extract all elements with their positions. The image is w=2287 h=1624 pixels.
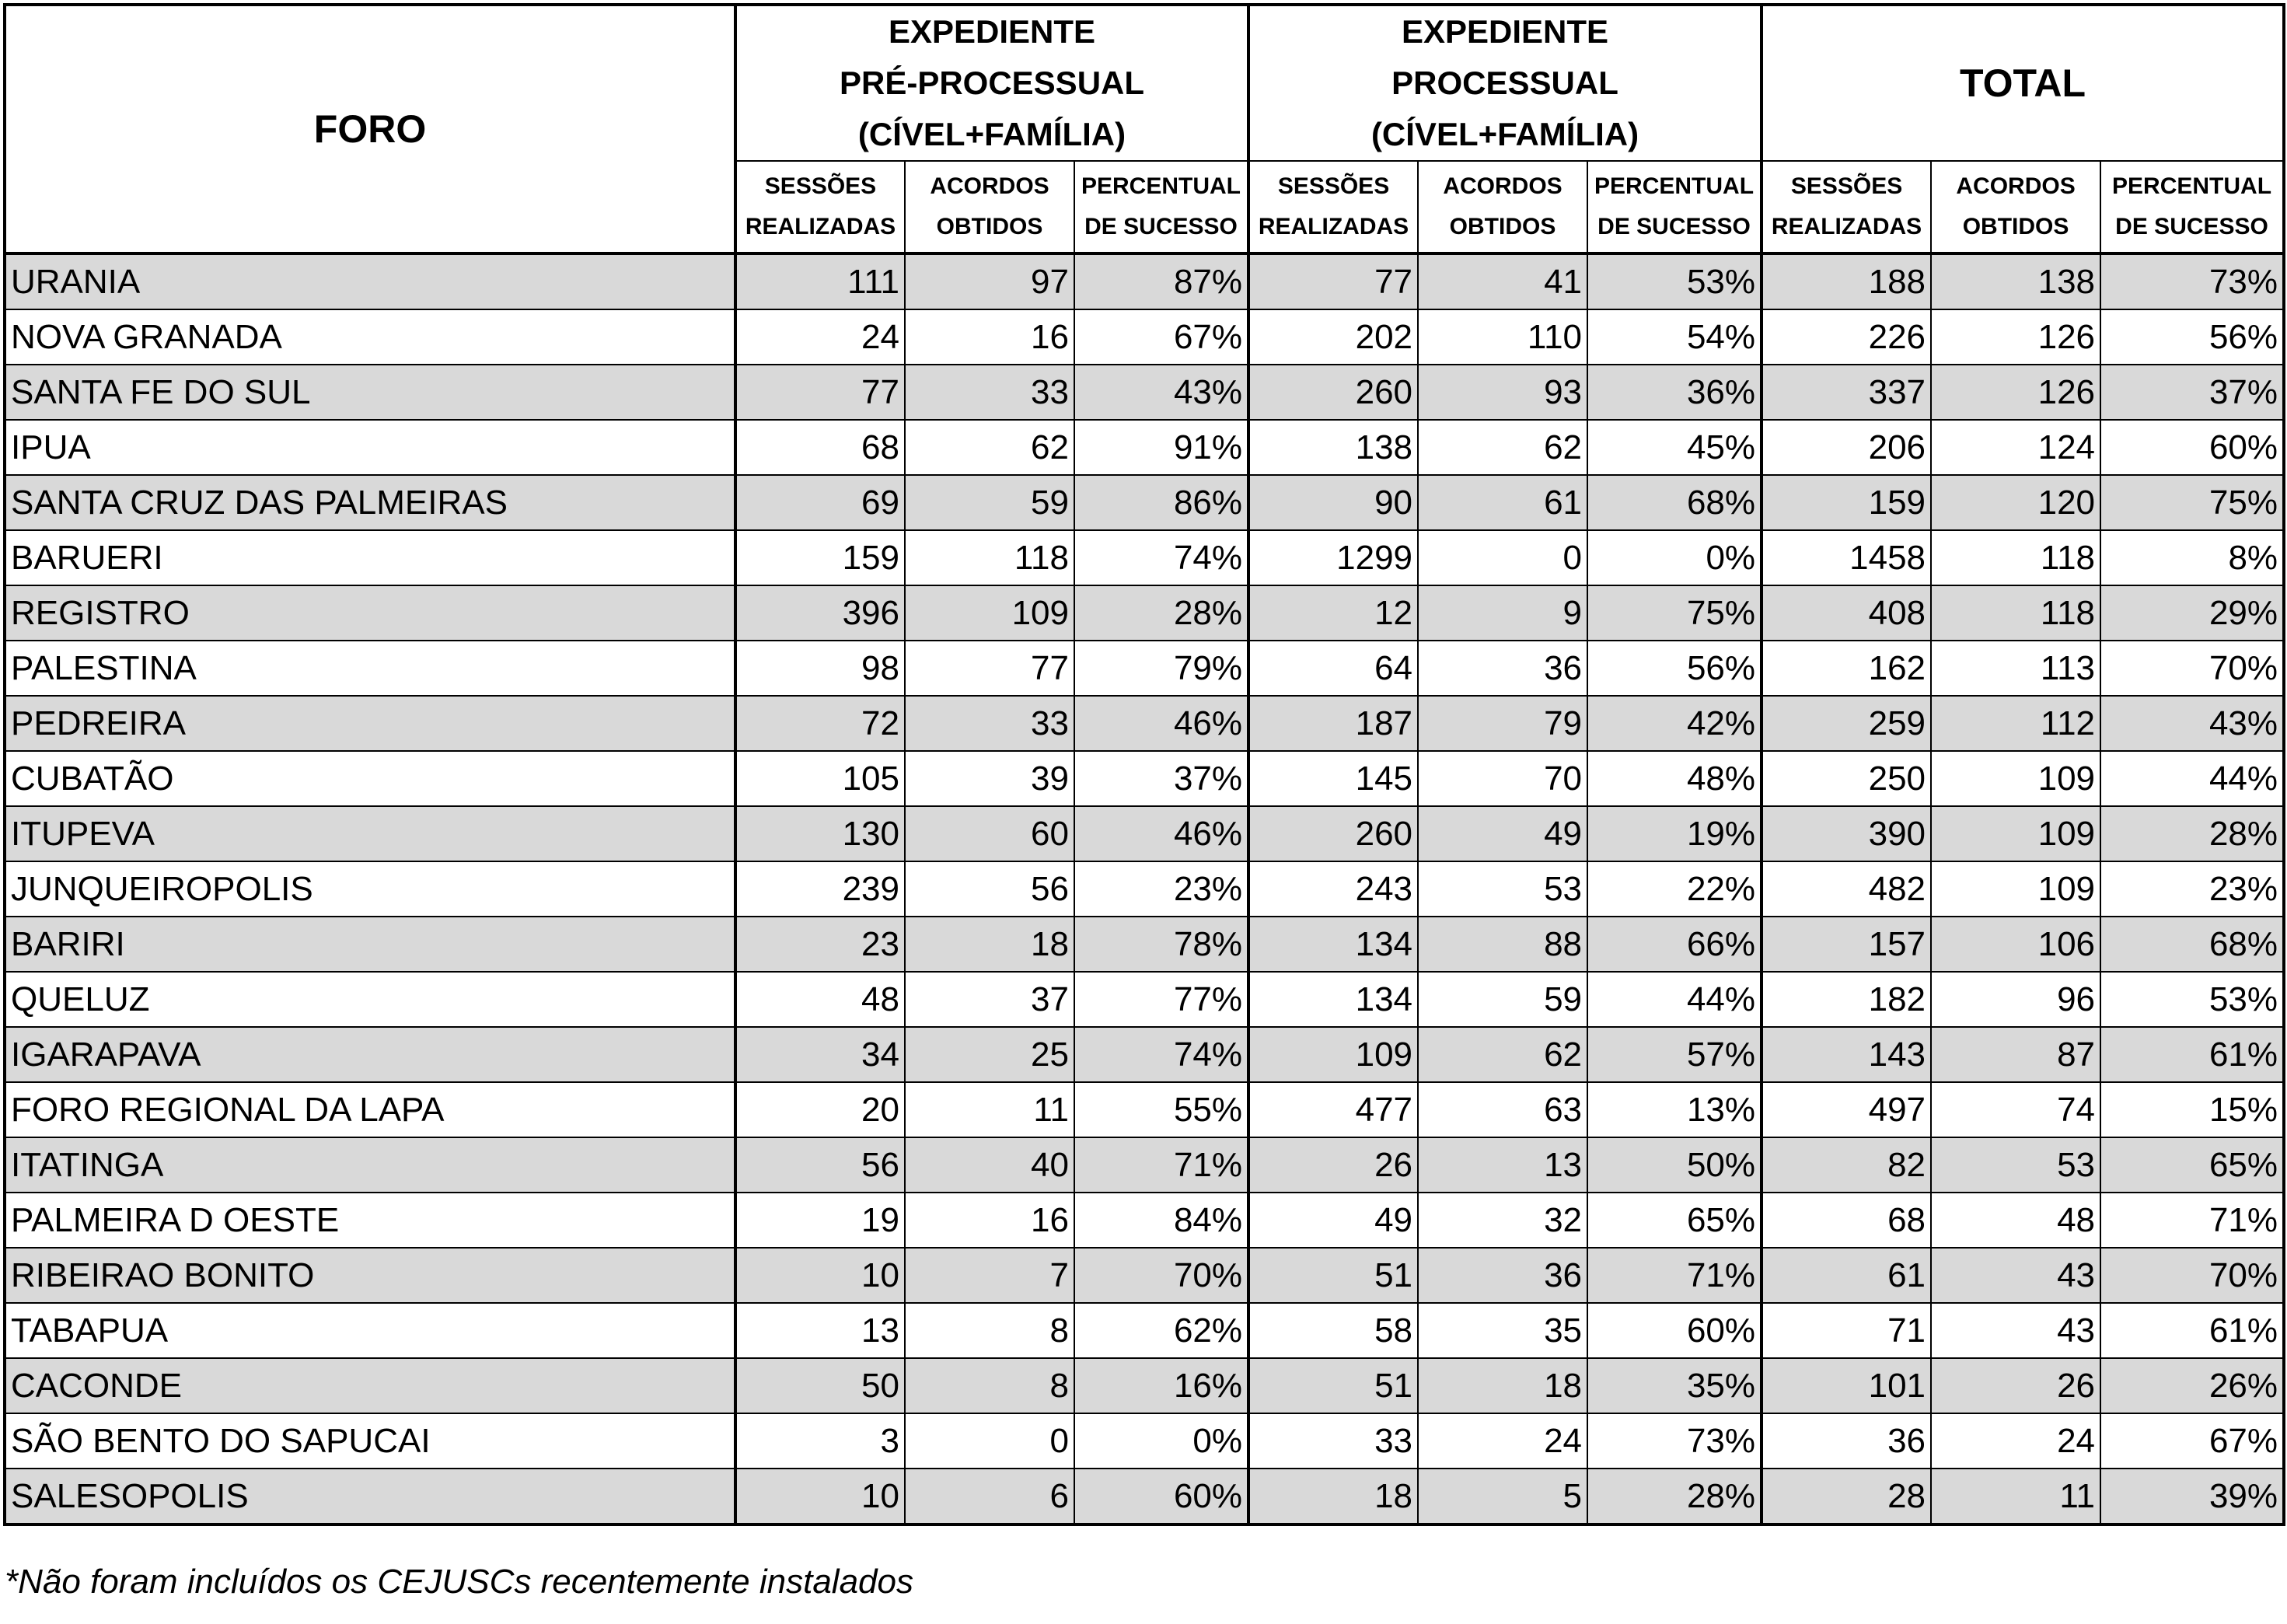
acordos-cell: 109 xyxy=(905,585,1074,641)
sessoes-cell: 159 xyxy=(1762,475,1931,530)
sessoes-cell: 202 xyxy=(1248,309,1418,365)
sub-header-percentual xyxy=(2100,161,2284,253)
percentual-cell: 53% xyxy=(1587,253,1762,309)
sessoes-cell: 3 xyxy=(735,1413,905,1469)
acordos-cell: 126 xyxy=(1931,365,2100,420)
sub-header-sessoes xyxy=(735,161,905,253)
foro-name-cell: RIBEIRAO BONITO xyxy=(5,1248,735,1303)
foro-name-cell: QUELUZ xyxy=(5,972,735,1027)
sub-header-line: ACORDOS xyxy=(1443,173,1562,199)
sessoes-cell: 19 xyxy=(735,1193,905,1248)
percentual-cell: 54% xyxy=(1587,309,1762,365)
acordos-cell: 93 xyxy=(1418,365,1587,420)
percentual-cell: 68% xyxy=(1587,475,1762,530)
percentual-cell: 43% xyxy=(2100,696,2284,751)
sessoes-cell: 134 xyxy=(1248,972,1418,1027)
acordos-cell: 18 xyxy=(1418,1358,1587,1413)
percentual-cell: 74% xyxy=(1074,1027,1248,1082)
sub-header-acordos xyxy=(1418,161,1587,253)
acordos-cell: 32 xyxy=(1418,1193,1587,1248)
sessoes-cell: 390 xyxy=(1762,806,1931,861)
percentual-cell: 15% xyxy=(2100,1082,2284,1137)
acordos-cell: 25 xyxy=(905,1027,1074,1082)
percentual-cell: 42% xyxy=(1587,696,1762,751)
percentual-cell: 65% xyxy=(1587,1193,1762,1248)
sub-header-line: ACORDOS xyxy=(1956,173,2076,199)
sessoes-cell: 188 xyxy=(1762,253,1931,309)
sub-header-acordos xyxy=(905,161,1074,253)
acordos-cell: 39 xyxy=(905,751,1074,806)
sessoes-cell: 51 xyxy=(1248,1248,1418,1303)
acordos-cell: 8 xyxy=(905,1358,1074,1413)
percentual-cell: 61% xyxy=(2100,1027,2284,1082)
group-header-total: TOTAL xyxy=(1762,5,2284,161)
sessoes-cell: 36 xyxy=(1762,1413,1931,1469)
table-row xyxy=(5,1469,2284,1524)
acordos-cell: 36 xyxy=(1418,1248,1587,1303)
acordos-cell: 109 xyxy=(1931,861,2100,917)
acordos-cell: 36 xyxy=(1418,641,1587,696)
sessoes-cell: 260 xyxy=(1248,806,1418,861)
acordos-cell: 33 xyxy=(905,365,1074,420)
foro-name-cell: NOVA GRANADA xyxy=(5,309,735,365)
sub-header-line: SESSÕES xyxy=(764,173,877,199)
sessoes-cell: 68 xyxy=(1762,1193,1931,1248)
acordos-cell: 41 xyxy=(1418,253,1587,309)
foro-name-cell: BARIRI xyxy=(5,917,735,972)
percentual-cell: 62% xyxy=(1074,1303,1248,1358)
sessoes-cell: 10 xyxy=(735,1469,905,1524)
percentual-cell: 13% xyxy=(1587,1082,1762,1137)
foro-name-cell: IPUA xyxy=(5,420,735,475)
percentual-cell: 71% xyxy=(1074,1137,1248,1193)
acordos-cell: 96 xyxy=(1931,972,2100,1027)
table-row xyxy=(5,917,2284,972)
percentual-cell: 36% xyxy=(1587,365,1762,420)
foro-name-cell: CUBATÃO xyxy=(5,751,735,806)
percentual-cell: 45% xyxy=(1587,420,1762,475)
acordos-cell: 112 xyxy=(1931,696,2100,751)
sub-header-percentual xyxy=(1587,161,1762,253)
percentual-cell: 23% xyxy=(1074,861,1248,917)
acordos-cell: 24 xyxy=(1931,1413,2100,1469)
table-row xyxy=(5,1303,2284,1358)
percentual-cell: 28% xyxy=(2100,806,2284,861)
percentual-cell: 22% xyxy=(1587,861,1762,917)
sub-header-line: OBTIDOS xyxy=(1962,214,2069,239)
sessoes-cell: 138 xyxy=(1248,420,1418,475)
acordos-cell: 62 xyxy=(1418,1027,1587,1082)
sessoes-cell: 239 xyxy=(735,861,905,917)
acordos-cell: 53 xyxy=(1931,1137,2100,1193)
sessoes-cell: 206 xyxy=(1762,420,1931,475)
percentual-cell: 60% xyxy=(1074,1469,1248,1524)
acordos-cell: 110 xyxy=(1418,309,1587,365)
sessoes-cell: 157 xyxy=(1762,917,1931,972)
acordos-cell: 49 xyxy=(1418,806,1587,861)
percentual-cell: 75% xyxy=(1587,585,1762,641)
acordos-cell: 26 xyxy=(1931,1358,2100,1413)
sessoes-cell: 77 xyxy=(1248,253,1418,309)
percentual-cell: 91% xyxy=(1074,420,1248,475)
sessoes-cell: 182 xyxy=(1762,972,1931,1027)
percentual-cell: 8% xyxy=(2100,530,2284,585)
acordos-cell: 6 xyxy=(905,1469,1074,1524)
sessoes-cell: 130 xyxy=(735,806,905,861)
percentual-cell: 86% xyxy=(1074,475,1248,530)
sub-header-percentual xyxy=(1074,161,1248,253)
sessoes-cell: 82 xyxy=(1762,1137,1931,1193)
sessoes-cell: 24 xyxy=(735,309,905,365)
percentual-cell: 0% xyxy=(1074,1413,1248,1469)
results-table xyxy=(3,3,2285,1526)
table-row xyxy=(5,1137,2284,1193)
acordos-cell: 8 xyxy=(905,1303,1074,1358)
acordos-cell: 88 xyxy=(1418,917,1587,972)
sessoes-cell: 28 xyxy=(1762,1469,1931,1524)
acordos-cell: 13 xyxy=(1418,1137,1587,1193)
sessoes-cell: 101 xyxy=(1762,1358,1931,1413)
sessoes-cell: 408 xyxy=(1762,585,1931,641)
table-row xyxy=(5,751,2284,806)
foro-name-cell: REGISTRO xyxy=(5,585,735,641)
sub-header-line: DE SUCESSO xyxy=(1084,214,1238,239)
table-row xyxy=(5,641,2284,696)
acordos-cell: 113 xyxy=(1931,641,2100,696)
percentual-cell: 48% xyxy=(1587,751,1762,806)
percentual-cell: 61% xyxy=(2100,1303,2284,1358)
percentual-cell: 43% xyxy=(1074,365,1248,420)
percentual-cell: 70% xyxy=(2100,1248,2284,1303)
foro-name-cell: SÃO BENTO DO SAPUCAI xyxy=(5,1413,735,1469)
table-row xyxy=(5,972,2284,1027)
percentual-cell: 26% xyxy=(2100,1358,2284,1413)
acordos-cell: 62 xyxy=(1418,420,1587,475)
foro-name-cell: PEDREIRA xyxy=(5,696,735,751)
table-row xyxy=(5,420,2284,475)
foro-name-cell: IGARAPAVA xyxy=(5,1027,735,1082)
percentual-cell: 71% xyxy=(1587,1248,1762,1303)
foro-name-cell: ITATINGA xyxy=(5,1137,735,1193)
acordos-cell: 40 xyxy=(905,1137,1074,1193)
sub-header-line: REALIZADAS xyxy=(1258,214,1409,239)
foro-name-cell: FORO REGIONAL DA LAPA xyxy=(5,1082,735,1137)
acordos-cell: 43 xyxy=(1931,1248,2100,1303)
table-row xyxy=(5,309,2284,365)
sessoes-cell: 58 xyxy=(1248,1303,1418,1358)
sessoes-cell: 61 xyxy=(1762,1248,1931,1303)
table-row xyxy=(5,530,2284,585)
sub-header-line: SESSÕES xyxy=(1790,173,1903,199)
sessoes-cell: 69 xyxy=(735,475,905,530)
percentual-cell: 44% xyxy=(1587,972,1762,1027)
percentual-cell: 67% xyxy=(2100,1413,2284,1469)
percentual-cell: 16% xyxy=(1074,1358,1248,1413)
foro-name-cell: JUNQUEIROPOLIS xyxy=(5,861,735,917)
percentual-cell: 39% xyxy=(2100,1469,2284,1524)
footnote: *Não foram incluídos os CEJUSCs recentemente instalados xyxy=(5,1563,913,1601)
percentual-cell: 87% xyxy=(1074,253,1248,309)
sessoes-cell: 23 xyxy=(735,917,905,972)
sessoes-cell: 109 xyxy=(1248,1027,1418,1082)
group-header-processual xyxy=(1248,5,1762,161)
sub-header-line: SESSÕES xyxy=(1277,173,1390,199)
foro-name-cell: CACONDE xyxy=(5,1358,735,1413)
acordos-cell: 109 xyxy=(1931,751,2100,806)
table-row xyxy=(5,1082,2284,1137)
table-body xyxy=(5,253,2284,1524)
sub-header-line: ACORDOS xyxy=(930,173,1049,199)
percentual-cell: 28% xyxy=(1587,1469,1762,1524)
acordos-cell: 56 xyxy=(905,861,1074,917)
foro-header: FORO xyxy=(5,5,735,253)
table-row xyxy=(5,1193,2284,1248)
table-row xyxy=(5,1248,2284,1303)
table-row xyxy=(5,365,2284,420)
foro-name-cell: TABAPUA xyxy=(5,1303,735,1358)
sub-header-line: PERCENTUAL xyxy=(2112,173,2272,199)
sessoes-cell: 497 xyxy=(1762,1082,1931,1137)
sub-header-line: OBTIDOS xyxy=(1449,214,1556,239)
sessoes-cell: 159 xyxy=(735,530,905,585)
sessoes-cell: 477 xyxy=(1248,1082,1418,1137)
acordos-cell: 61 xyxy=(1418,475,1587,530)
percentual-cell: 44% xyxy=(2100,751,2284,806)
sessoes-cell: 18 xyxy=(1248,1469,1418,1524)
percentual-cell: 56% xyxy=(2100,309,2284,365)
percentual-cell: 0% xyxy=(1587,530,1762,585)
table-row xyxy=(5,1413,2284,1469)
percentual-cell: 73% xyxy=(1587,1413,1762,1469)
acordos-cell: 118 xyxy=(905,530,1074,585)
group-header-line: (CÍVEL+FAMÍLIA) xyxy=(857,116,1126,152)
foro-name-cell: URANIA xyxy=(5,253,735,309)
acordos-cell: 9 xyxy=(1418,585,1587,641)
table-row xyxy=(5,696,2284,751)
acordos-cell: 109 xyxy=(1931,806,2100,861)
sessoes-cell: 482 xyxy=(1762,861,1931,917)
sessoes-cell: 243 xyxy=(1248,861,1418,917)
acordos-cell: 16 xyxy=(905,309,1074,365)
acordos-cell: 124 xyxy=(1931,420,2100,475)
sessoes-cell: 34 xyxy=(735,1027,905,1082)
group-header-line: EXPEDIENTE xyxy=(888,13,1096,50)
percentual-cell: 71% xyxy=(2100,1193,2284,1248)
acordos-cell: 11 xyxy=(905,1082,1074,1137)
sessoes-cell: 48 xyxy=(735,972,905,1027)
percentual-cell: 57% xyxy=(1587,1027,1762,1082)
percentual-cell: 70% xyxy=(2100,641,2284,696)
percentual-cell: 19% xyxy=(1587,806,1762,861)
sessoes-cell: 77 xyxy=(735,365,905,420)
sessoes-cell: 50 xyxy=(735,1358,905,1413)
sub-header-line: PERCENTUAL xyxy=(1594,173,1755,199)
percentual-cell: 73% xyxy=(2100,253,2284,309)
sessoes-cell: 20 xyxy=(735,1082,905,1137)
percentual-cell: 67% xyxy=(1074,309,1248,365)
acordos-cell: 77 xyxy=(905,641,1074,696)
percentual-cell: 77% xyxy=(1074,972,1248,1027)
group-header-line: (CÍVEL+FAMÍLIA) xyxy=(1370,116,1639,152)
sessoes-cell: 260 xyxy=(1248,365,1418,420)
sub-header-line: REALIZADAS xyxy=(745,214,896,239)
percentual-cell: 53% xyxy=(2100,972,2284,1027)
acordos-cell: 48 xyxy=(1931,1193,2100,1248)
group-header-line: PROCESSUAL xyxy=(1391,65,1618,101)
acordos-cell: 70 xyxy=(1418,751,1587,806)
foro-name-cell: PALMEIRA D OESTE xyxy=(5,1193,735,1248)
sessoes-cell: 105 xyxy=(735,751,905,806)
percentual-cell: 84% xyxy=(1074,1193,1248,1248)
percentual-cell: 70% xyxy=(1074,1248,1248,1303)
percentual-cell: 60% xyxy=(1587,1303,1762,1358)
acordos-cell: 33 xyxy=(905,696,1074,751)
percentual-cell: 75% xyxy=(2100,475,2284,530)
acordos-cell: 118 xyxy=(1931,530,2100,585)
table-row xyxy=(5,806,2284,861)
sub-header-line: PERCENTUAL xyxy=(1081,173,1241,199)
percentual-cell: 68% xyxy=(2100,917,2284,972)
foro-name-cell: SALESOPOLIS xyxy=(5,1469,735,1524)
acordos-cell: 74 xyxy=(1931,1082,2100,1137)
sessoes-cell: 1299 xyxy=(1248,530,1418,585)
percentual-cell: 78% xyxy=(1074,917,1248,972)
table-row xyxy=(5,253,2284,309)
sessoes-cell: 49 xyxy=(1248,1193,1418,1248)
sub-header-line: DE SUCESSO xyxy=(1597,214,1751,239)
sub-header-line: OBTIDOS xyxy=(936,214,1043,239)
acordos-cell: 126 xyxy=(1931,309,2100,365)
sessoes-cell: 71 xyxy=(1762,1303,1931,1358)
table-row xyxy=(5,861,2284,917)
table-row xyxy=(5,475,2284,530)
acordos-cell: 59 xyxy=(1418,972,1587,1027)
sessoes-cell: 250 xyxy=(1762,751,1931,806)
acordos-cell: 18 xyxy=(905,917,1074,972)
sub-header-acordos xyxy=(1931,161,2100,253)
percentual-cell: 46% xyxy=(1074,806,1248,861)
sub-header-sessoes xyxy=(1248,161,1418,253)
percentual-cell: 66% xyxy=(1587,917,1762,972)
sessoes-cell: 10 xyxy=(735,1248,905,1303)
acordos-cell: 87 xyxy=(1931,1027,2100,1082)
acordos-cell: 0 xyxy=(905,1413,1074,1469)
percentual-cell: 79% xyxy=(1074,641,1248,696)
percentual-cell: 60% xyxy=(2100,420,2284,475)
percentual-cell: 50% xyxy=(1587,1137,1762,1193)
sessoes-cell: 337 xyxy=(1762,365,1931,420)
foro-name-cell: SANTA CRUZ DAS PALMEIRAS xyxy=(5,475,735,530)
acordos-cell: 60 xyxy=(905,806,1074,861)
acordos-cell: 138 xyxy=(1931,253,2100,309)
group-header-line: EXPEDIENTE xyxy=(1401,13,1609,50)
acordos-cell: 0 xyxy=(1418,530,1587,585)
acordos-cell: 120 xyxy=(1931,475,2100,530)
sessoes-cell: 68 xyxy=(735,420,905,475)
group-header-line: PRÉ-PROCESSUAL xyxy=(839,65,1145,101)
sessoes-cell: 64 xyxy=(1248,641,1418,696)
sessoes-cell: 56 xyxy=(735,1137,905,1193)
acordos-cell: 5 xyxy=(1418,1469,1587,1524)
percentual-cell: 35% xyxy=(1587,1358,1762,1413)
acordos-cell: 62 xyxy=(905,420,1074,475)
sessoes-cell: 98 xyxy=(735,641,905,696)
group-header-pre-processual xyxy=(735,5,1248,161)
acordos-cell: 37 xyxy=(905,972,1074,1027)
acordos-cell: 11 xyxy=(1931,1469,2100,1524)
sessoes-cell: 12 xyxy=(1248,585,1418,641)
acordos-cell: 7 xyxy=(905,1248,1074,1303)
foro-name-cell: BARUERI xyxy=(5,530,735,585)
sub-header-line: DE SUCESSO xyxy=(2115,214,2268,239)
sessoes-cell: 1458 xyxy=(1762,530,1931,585)
percentual-cell: 28% xyxy=(1074,585,1248,641)
percentual-cell: 29% xyxy=(2100,585,2284,641)
acordos-cell: 97 xyxy=(905,253,1074,309)
percentual-cell: 56% xyxy=(1587,641,1762,696)
acordos-cell: 118 xyxy=(1931,585,2100,641)
foro-name-cell: SANTA FE DO SUL xyxy=(5,365,735,420)
acordos-cell: 63 xyxy=(1418,1082,1587,1137)
sessoes-cell: 134 xyxy=(1248,917,1418,972)
percentual-cell: 65% xyxy=(2100,1137,2284,1193)
acordos-cell: 35 xyxy=(1418,1303,1587,1358)
acordos-cell: 59 xyxy=(905,475,1074,530)
acordos-cell: 106 xyxy=(1931,917,2100,972)
foro-name-cell: ITUPEVA xyxy=(5,806,735,861)
table-row xyxy=(5,1027,2284,1082)
percentual-cell: 46% xyxy=(1074,696,1248,751)
sessoes-cell: 259 xyxy=(1762,696,1931,751)
sessoes-cell: 72 xyxy=(735,696,905,751)
acordos-cell: 16 xyxy=(905,1193,1074,1248)
sessoes-cell: 26 xyxy=(1248,1137,1418,1193)
acordos-cell: 43 xyxy=(1931,1303,2100,1358)
sessoes-cell: 143 xyxy=(1762,1027,1931,1082)
sessoes-cell: 51 xyxy=(1248,1358,1418,1413)
sessoes-cell: 226 xyxy=(1762,309,1931,365)
sessoes-cell: 111 xyxy=(735,253,905,309)
percentual-cell: 23% xyxy=(2100,861,2284,917)
sessoes-cell: 162 xyxy=(1762,641,1931,696)
sessoes-cell: 90 xyxy=(1248,475,1418,530)
sessoes-cell: 145 xyxy=(1248,751,1418,806)
acordos-cell: 79 xyxy=(1418,696,1587,751)
sub-header-line: REALIZADAS xyxy=(1771,214,1922,239)
percentual-cell: 37% xyxy=(2100,365,2284,420)
percentual-cell: 55% xyxy=(1074,1082,1248,1137)
sessoes-cell: 396 xyxy=(735,585,905,641)
acordos-cell: 24 xyxy=(1418,1413,1587,1469)
sessoes-cell: 33 xyxy=(1248,1413,1418,1469)
sessoes-cell: 187 xyxy=(1248,696,1418,751)
percentual-cell: 74% xyxy=(1074,530,1248,585)
sub-header-sessoes xyxy=(1762,161,1931,253)
foro-name-cell: PALESTINA xyxy=(5,641,735,696)
acordos-cell: 53 xyxy=(1418,861,1587,917)
table-row xyxy=(5,585,2284,641)
percentual-cell: 37% xyxy=(1074,751,1248,806)
table-row xyxy=(5,1358,2284,1413)
sessoes-cell: 13 xyxy=(735,1303,905,1358)
